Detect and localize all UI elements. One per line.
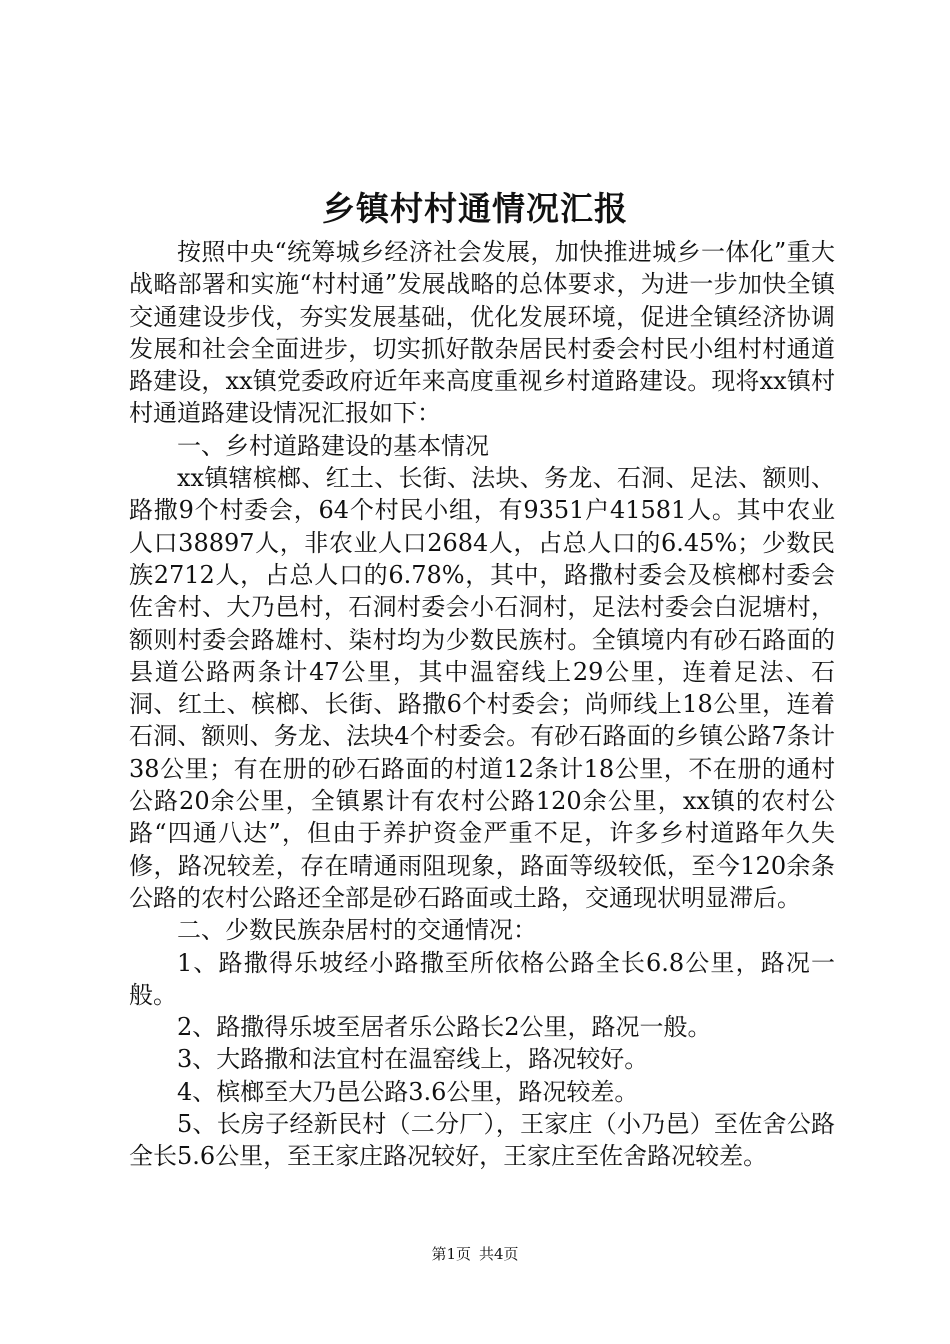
paragraph-basic-situation: xx镇辖槟榔、红土、长街、法块、务龙、石洞、足法、额则、路撒9个村委会，64个村民小组，有9351户41581人。其中农业人口38897人，非农业人口2684人，占总人口的6.45%；少数民族2712人，占总人口的6.78%，其中，路撒村委会及槟榔村委会佐舍村、大乃邑村，石洞村委会小石洞村，足法村委会白泥塘村，额则村委会路雄村、柒村均为少数民族村。全镇境内有砂石路面的县道公路两条计47公里，其中温窑线上29公里，连着足法、石洞、红土、槟榔、长街、路撒6个村委会；尚师线上18公里，连着石洞、额则、务龙、法块4个村委会。有砂石路面的乡镇公路7条计38公里；有在册的砂石路面的村道12条计18公里，不在册的通村公路20余公里，全镇累计有农村公路120余公里，xx镇的农村公路“四通八达”，但由于养护资金严重不足，许多乡村道路年久失修，路况较差，存在晴通雨阻现象，路面等级较低，至今120余条公路的农村公路还全部是砂石路面或土路，交通现状明显滞后。 (129, 464, 835, 912)
section-heading-1: 一、乡村道路建设的基本情况 (177, 431, 489, 460)
list-item: 2、路撒得乐坡至居者乐公路长2公里，路况一般。 (177, 1013, 712, 1042)
paragraph-intro: 按照中央“统筹城乡经济社会发展，加快推进城乡一体化”重大战略部署和实施“村村通”发展战略的总体要求，为进一步加快全镇交通建设步伐，夯实发展基础，优化发展环境，促进全镇经济协调发展和社会全面进步，切实抓好散杂居民村委会村民小组村村通道路建设，xx镇党委政府近年来高度重视乡村道路建设。现将xx镇村村通道路建设情况汇报如下： (129, 238, 835, 428)
list-item: 5、长房子经新民村（二分厂），王家庄（小乃邑）至佐舍公路全长5.6公里，至王家庄路况较好，王家庄至佐舍路况较差。 (129, 1110, 835, 1171)
document-body (129, 236, 835, 1173)
list-item: 3、大路撒和法宜村在温窑线上，路况较好。 (177, 1045, 649, 1074)
list-item: 4、槟榔至大乃邑公路3.6公里，路况较差。 (177, 1077, 639, 1106)
page-total: 共4页 (479, 1245, 519, 1263)
page-number: 第1页 (431, 1245, 471, 1263)
list-item: 1、路撒得乐坡经小路撒至所依格公路全长6.8公里，路况一般。 (129, 948, 835, 1009)
section-heading-2: 二、少数民族杂居村的交通情况： (177, 916, 537, 945)
document-title: 乡镇村村通情况汇报 (322, 189, 628, 228)
page-footer (0, 1244, 950, 1264)
